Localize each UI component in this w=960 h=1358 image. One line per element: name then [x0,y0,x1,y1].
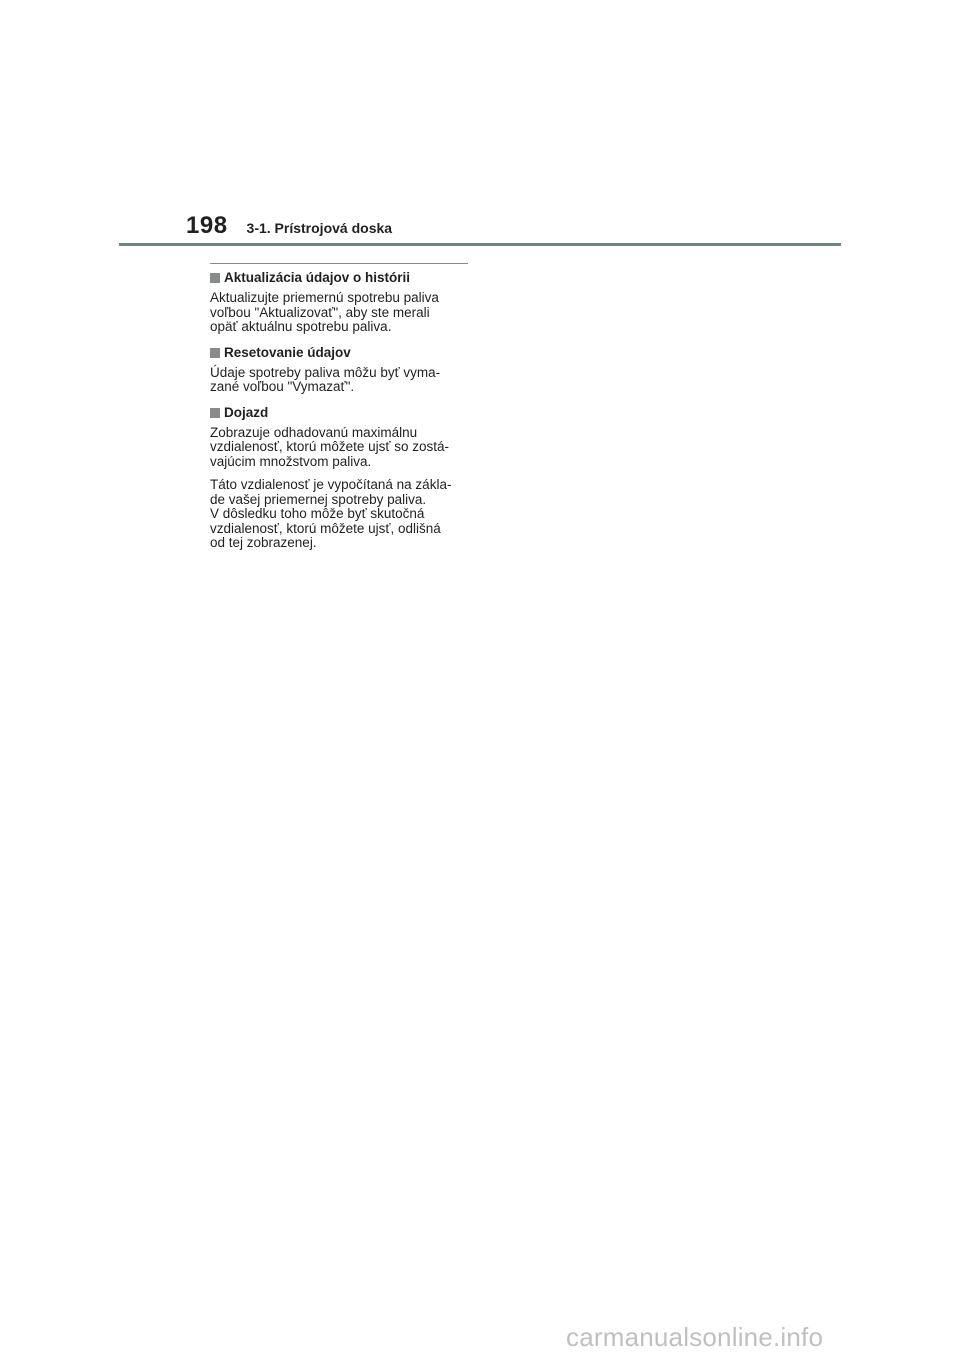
section-heading [210,405,472,421]
heading-text: Aktualizácia údajov o histórii [224,270,411,285]
section-range [210,405,472,551]
paragraph: Aktualizujte priemernú spotrebu paliva voľbou "Aktualizovať", aby ste merali opäť aktuálnu spotrebu paliva. [210,290,439,334]
section-heading [210,345,472,361]
page-header [186,212,392,240]
column-divider [210,263,468,264]
section-history-update [210,270,472,335]
section-title: 3-1. Prístrojová doska [246,220,393,236]
content-column [210,263,472,560]
watermark: carmanualsonline.info [566,1322,824,1352]
heading-text: Resetovanie údajov [224,344,351,360]
square-bullet-icon [210,408,220,418]
section-heading [210,270,472,286]
square-bullet-icon [210,273,220,283]
square-bullet-icon [210,348,220,358]
paragraph: Zobrazuje odhadovanú maximálnu vzdialenosť, ktorú môžete ujsť so zostá- vajúcim množstvom paliva. [210,424,449,469]
section-reset-data [210,345,472,395]
paragraph: Údaje spotreby paliva môžu byť vyma- zané voľbou "Vymazať". [210,364,441,394]
page-number: 198 [186,212,228,239]
heading-text: Dojazd [224,404,269,420]
paragraph: Táto vzdialenosť je vypočítaná na zákla- de vašej priemernej spotreby paliva. V dôsledku toho môže byť skutočná vzdialenosť, ktorú môžete ujsť, odlišná od tej zobrazenej. [210,477,452,550]
header-divider [119,243,841,246]
